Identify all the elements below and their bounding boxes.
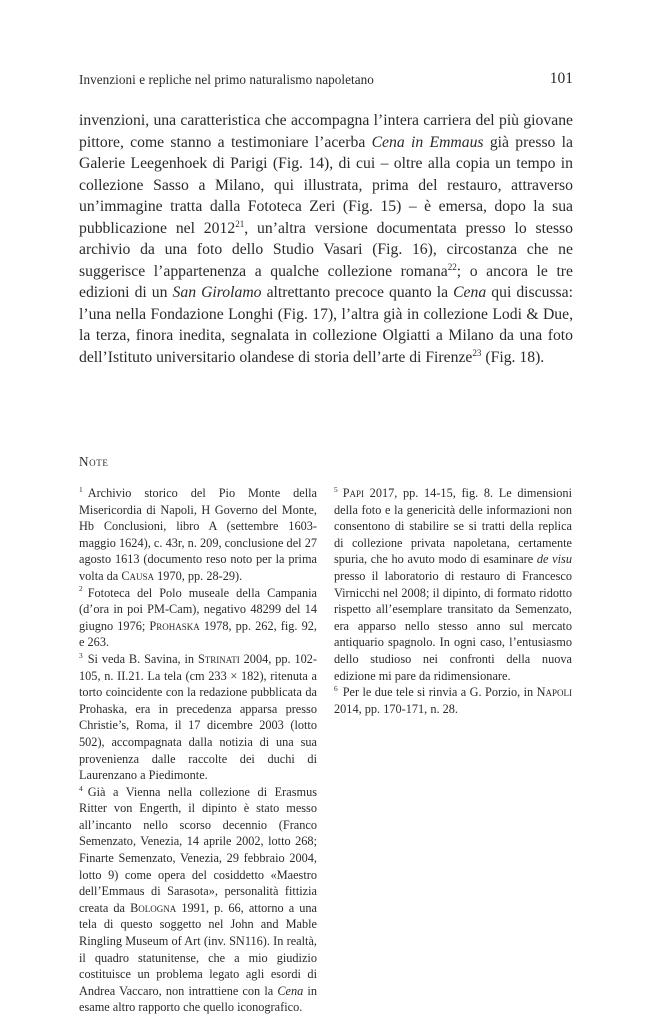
artwork-title: Cena [277, 983, 304, 998]
footnote-text: Già a Vienna nella collezione di Erasmus Ritter von Engerth, il dipinto è stato messo all’incanto nello scorso decennio (Franco Semenzato, Venezia, 14 aprile 2002, lotto 268; Finarte Semenzato, Venezia, 29 febbraio 2004, lotto 9) come opera del cosiddetto «Maestro dell’Emmaus di Sarasota», personalità fittizia creata da [79, 784, 317, 915]
artwork-title: Cena in Emmaus [371, 133, 484, 151]
author-citation: Prohaska [149, 618, 200, 633]
footnote-text: 1991, p. 66, attorno a una tela di questo soggetto nel John and Mable Ringling Museum of Art (inv. SN116). In realtà, il quadro statunitense, che a mio giudizio costituisce un problema legato agli esordi di Andrea Vaccaro, non intrattiene con la [79, 900, 317, 998]
footnote-number: 3 [79, 650, 83, 660]
body-text-segment: qui discussa: l’una nella Fondazione Longhi (Fig. 17), l’altra già in collezione Lodi & Due, la terza, finora inedita, segnalata in collezione Olgiatti a Milano da una foto dell’Istituto universitario olandese di storia dell’arte di Firenze [79, 284, 573, 366]
notes-column-right [334, 485, 572, 717]
footnote-text: Fototeca del Polo museale della Campania (d’ora in poi PM-Cam), negativo 48299 del 14 giugno 1976; [79, 585, 317, 633]
footnote [79, 485, 317, 585]
latin-phrase: de visu [536, 552, 572, 567]
artwork-title: San Girolamo [172, 284, 262, 301]
footnote-number: 1 [79, 484, 83, 494]
footnote-text: 1978, pp. 262, fig. 92, e 263. [79, 618, 317, 650]
footnote-text: Per le due tele si rinvia a G. Porzio, in [342, 685, 537, 700]
footnote-number: 5 [334, 484, 338, 494]
notes-heading: Note [79, 454, 109, 469]
body-text-segment: , un’altra versione documentata presso lo stesso archivio da una foto dello Studio Vasari (Fig. 16), circostanza che ne suggerisce l’appartenenza a qualche collezione romana [79, 219, 573, 280]
footnote [334, 485, 572, 684]
footnote-number: 2 [79, 584, 83, 594]
author-citation: Strinati [197, 651, 240, 666]
author-citation: Papi [342, 486, 365, 500]
footnote [79, 651, 317, 784]
footnote-number: 4 [79, 783, 83, 793]
author-citation: Bologna [130, 900, 177, 915]
footnote-text: 2014, pp. 170-171, n. 28. [334, 701, 458, 716]
footnote-text: 2017, pp. 14-15, fig. 8. Le dimensioni della foto e la genericità delle informazioni non consentono di stabilire se si tratti della replica di collezione privata napoletana, certamente spuria, che ho avuto modo di esaminare [334, 486, 572, 567]
artwork-title: Cena [453, 284, 487, 301]
body-text-segment: ; o ancora le tre edizioni di un [79, 262, 573, 301]
footnote [334, 684, 572, 717]
footnote-ref: 21 [235, 218, 245, 229]
footnote-text: in esame altro rapporto che quello iconografico. [79, 983, 317, 1015]
body-text-segment: già presso la Galerie Leegenhoek di Parigi (Fig. 14), di cui – oltre alla copia un tempo in collezione Sasso a Milano, qui illustrata, prima del restauro, attraverso un’immagine tratta dalla Fototeca Zeri (Fig. 15) – è emersa, dopo la sua pubblicazione nel 2012 [79, 133, 574, 237]
footnote-number: 6 [334, 684, 338, 694]
author-citation: Napoli [536, 685, 572, 700]
footnote [79, 585, 317, 651]
body-text-segment: invenzioni, una caratteristica che accompagna l’intera carriera del più giovane pittore, come stanno a testimoniare l’acerba [79, 112, 573, 151]
running-header [79, 70, 573, 90]
footnote-ref: 22 [447, 261, 457, 272]
footnote-text: Archivio storico del Pio Monte della Misericordia di Napoli, H Governo del Monte, Hb Conclusioni, libro A (settembre 1603-maggio 1624), c. 43r, n. 209, conclusione del 27 agosto 1613 (documento reso noto per la prima volta da [79, 486, 317, 583]
footnote-text: 2004, pp. 102-105, n. II.21. La tela (cm 233 × 182), ritenuta a torto coincidente con la redazione pubblicata da Prohaska, era in precedenza apparsa presso Christie’s, Roma, il 17 dicembre 2003 (lotto 502), accompagnata dalla notizia di una sua provenienza dalle raccolte dei duchi di Laurenzano a Piedimonte. [79, 651, 317, 783]
notes-column-left [79, 485, 317, 1016]
page-number: 101 [549, 70, 573, 87]
running-header-title: Invenzioni e repliche nel primo naturalismo napoletano [79, 72, 374, 87]
body-paragraph [79, 110, 573, 368]
body-text-segment: altrettanto precoce quanto la [261, 284, 454, 301]
footnote-text: presso il laboratorio di restauro di Francesco Virnicchi nel 2008; il dipinto, di formato ridotto rispetto all’esemplare transitato da Semenzato, era apparso nello stesso anno sul mercato antiquario spagnolo. In ogni caso, l’entusiasmo dello studioso nei confronti della nuova edizione mi pare da ridimensionare. [334, 568, 572, 683]
footnote-text: 1970, pp. 28-29). [154, 568, 243, 583]
footnote-ref: 23 [472, 347, 482, 358]
author-citation: Causa [121, 568, 155, 583]
footnote-text: Si veda B. Savina, in [87, 651, 198, 666]
body-text-segment: (Fig. 18). [481, 348, 545, 366]
footnote [79, 784, 317, 1016]
